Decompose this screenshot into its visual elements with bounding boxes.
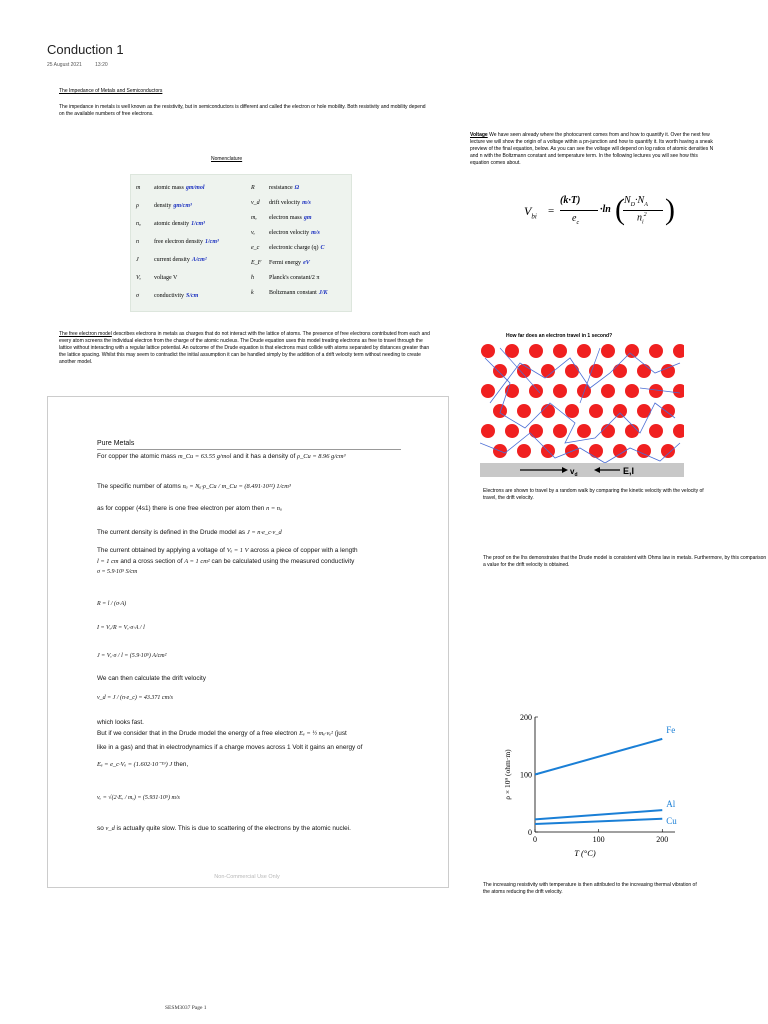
- vbi-equation: $V_{bi}$ = (k·T) $e_c$ ·ln ( $N_D\cdot N_A$ $n_i^2$ ): [524, 193, 675, 226]
- conductivity-eq: σ = 5.9·10⁵ S/cm: [97, 569, 138, 575]
- lattice-atom: [517, 444, 531, 458]
- proof-text: The proof on the lhs demonstrates that the Drude model is consistent with Ohms law in metals. Furthermore, by this comparison a value for the drift velocity is obtained.: [483, 555, 767, 568]
- nomenclature-unit: A/cm²: [191, 257, 207, 263]
- nomenclature-name: resistance: [269, 185, 293, 191]
- nomenclature-symbol: J: [136, 257, 139, 263]
- nomenclature-symbol: n: [136, 239, 139, 245]
- free-electron-paragraph: [59, 331, 434, 366]
- lattice-atom: [529, 424, 543, 438]
- lattice-atom: [565, 364, 579, 378]
- lattice-atom: [517, 404, 531, 418]
- lattice-atom: [589, 404, 603, 418]
- lattice-atom: [553, 384, 567, 398]
- lattice-diagram: [480, 343, 684, 479]
- vd-label: $v_d$: [570, 467, 578, 478]
- voltage-paragraph: [470, 132, 715, 167]
- nomenclature-symbol: nₐ: [136, 221, 141, 227]
- nomenclature-name: atomic mass: [154, 185, 184, 191]
- nomenclature-name: atomic density: [154, 221, 190, 227]
- nomenclature-name: free electron density: [154, 239, 203, 245]
- caption-resistivity: The increasing resistivity with temperature is then attributed to the increasing thermal vibration of the atoms reducing the drift velocity.: [483, 882, 697, 895]
- watermark: Non-Commercial Use Only: [214, 874, 280, 880]
- nomenclature-symbol: ħ: [251, 275, 254, 281]
- lattice-atom: [481, 344, 495, 358]
- nomenclature-left-row: [136, 257, 207, 263]
- nomenclature-right-row: [251, 245, 325, 251]
- nomenclature-right-row: [251, 200, 311, 206]
- cross-section-line: l = 1 cm and a cross section of A = 1 cm² can be calculated using the measured conductivity: [97, 558, 355, 565]
- nomenclature-symbol: R: [251, 185, 255, 191]
- pure-metals-box: [47, 396, 449, 888]
- free-electron-line: as for copper (4s1) there is one free electron per atom then n = nₐ: [97, 505, 282, 512]
- series-line-cu: [535, 819, 662, 824]
- nomenclature-unit: 1/cm³: [191, 221, 205, 227]
- x-tick-label: 0: [533, 835, 537, 844]
- lattice-atom: [529, 384, 543, 398]
- nomenclature-symbol: e_c: [251, 245, 260, 251]
- vbi-equals: =: [548, 205, 555, 217]
- lattice-atom: [649, 384, 663, 398]
- lattice-atom: [601, 384, 615, 398]
- nomenclature-unit: gm/cm³: [173, 203, 192, 209]
- x-tick-label: 100: [592, 835, 605, 844]
- page-title: Conduction 1: [47, 42, 124, 57]
- nomenclature-unit: C: [320, 245, 325, 251]
- vbi-ln: ·ln: [600, 204, 611, 215]
- vbi-ratio-den: $n_i^2$: [637, 212, 647, 226]
- drift-velocity-line: We can then calculate the drift velocity: [97, 675, 206, 682]
- lattice-atom: [589, 364, 603, 378]
- nomenclature-name: current density: [154, 257, 190, 263]
- nomenclature-left-row: [136, 221, 205, 227]
- y-axis-label: ρ × 10⁹ (ohm·m): [503, 749, 512, 800]
- current-eq: I = Vₑ/R = Vₑ·σ·A / l: [97, 625, 145, 631]
- nomenclature-right-row: [251, 290, 328, 296]
- lattice-atom: [589, 444, 603, 458]
- lattice-atom: [601, 344, 615, 358]
- lattice-atom: [649, 344, 663, 358]
- nomenclature-name: Planck's constant/2 π: [269, 275, 320, 281]
- time-text: 13:20: [95, 62, 108, 68]
- nomenclature-name: drift velocity: [269, 200, 301, 206]
- lattice-atom: [529, 344, 543, 358]
- lattice-atom: [553, 424, 567, 438]
- series-line-fe: [535, 739, 662, 775]
- current-density-eq: J = Vₑ·σ / l = (5.9·10⁵) A/cm²: [97, 653, 167, 659]
- nomenclature-unit: J/K: [318, 290, 328, 296]
- nomenclature-unit: 1/cm³: [204, 239, 219, 245]
- nomenclature-right-row: [251, 185, 299, 191]
- nomenclature-unit: S/cm: [186, 293, 199, 299]
- lattice-atom: [625, 384, 639, 398]
- lattice-atom: [661, 404, 675, 418]
- nomenclature-name: Fermi energy: [269, 260, 302, 266]
- nomenclature-left-row: [136, 185, 205, 191]
- vbi-lhs: $V_{bi}$: [524, 204, 537, 221]
- lattice-atom: [493, 364, 507, 378]
- vbi-num: (k·T): [560, 195, 581, 206]
- atom-number-line: The specific number of atoms nₐ = Nₐ·ρ_Cu / m_Cu = (8.491·10²²) 1/cm³: [97, 483, 291, 490]
- nomenclature-right-row: [251, 260, 310, 266]
- x-axis-label: T (°C): [574, 848, 596, 858]
- nomenclature-symbol: Vₑ: [136, 275, 142, 281]
- nomenclature-name: electronic charge (q): [269, 245, 319, 251]
- lattice-atom: [517, 364, 531, 378]
- voltage-line: The current obtained by applying a voltage of Vₑ = 1 V across a piece of copper with a length: [97, 547, 358, 554]
- lattice-atom: [661, 444, 675, 458]
- voltage-text: We have seen already where the photocurrent comes from and how to quantify it. Over the next few lecture we will show the origin of a voltage within a pn-junction and how to quantify it. Its worth having a sneak preview of the final equation, below. As you can see the voltage will depend on log ratios of atomic densities N and n with the Boltzmann constant and temperature term. In the following lectures you will see how this equation comes about.: [470, 132, 714, 166]
- nomenclature-symbol: ρ: [136, 203, 139, 209]
- series-label-al: Al: [666, 799, 676, 810]
- nomenclature-right-row: [251, 275, 321, 281]
- nomenclature-left-row: [136, 275, 179, 281]
- y-tick-label: 200: [520, 713, 532, 722]
- free-electron-label: The free electron model: [59, 331, 112, 337]
- lattice-atom: [553, 344, 567, 358]
- series-label-fe: Fe: [666, 724, 676, 735]
- vbi-ratio-num: $N_D\cdot N_A$: [624, 195, 648, 208]
- nomenclature-right-row: [251, 215, 312, 221]
- lattice-atom: [637, 364, 651, 378]
- lattice-atom: [577, 344, 591, 358]
- intro-text: The impedance in metals is well known as the resistivity, but in semiconductors is different and called the electron or hole mobility. Both resistivity and mobility depend on the available numbers of free electrons.: [59, 104, 426, 117]
- drift-velocity-eq: v_d = J / (n·e_c) = 43.371 cm/s: [97, 695, 173, 701]
- ei-label: E,I: [623, 466, 635, 476]
- resistivity-chart: [500, 702, 710, 867]
- electrodynamics-line: like in a gas) and that in electrodynamics if a charge moves across 1 Volt it gains an energy of: [97, 744, 363, 751]
- series-line-al: [535, 810, 662, 819]
- nomenclature-name: conductivity: [154, 293, 184, 299]
- how-far-heading: How far does an electron travel in 1 second?: [506, 333, 613, 339]
- resistance-eq: R = l / (σ·A): [97, 601, 127, 607]
- lattice-atom: [613, 404, 627, 418]
- pure-metals-heading: Pure Metals: [97, 440, 135, 447]
- nomenclature-name: density: [154, 203, 172, 209]
- looks-fast-line: which looks fast.: [97, 719, 144, 726]
- current-density-line: The current density is defined in the Drude model as J = n·e_c·v_d: [97, 529, 282, 536]
- y-tick-label: 100: [520, 770, 532, 780]
- energy-eq-line: Eₑ = e_c·Vₑ = (1.602·10⁻¹⁹) J then,: [97, 761, 189, 768]
- x-tick-label: 200: [656, 835, 669, 844]
- page-footer: SESM3037 Page 1: [165, 1005, 207, 1011]
- lattice-atom: [541, 404, 555, 418]
- nomenclature-symbol: vₑ: [251, 230, 256, 236]
- electron-velocity-eq: vₑ = √(2·Eₑ / mₑ) = (5.931·10⁵) m/s: [97, 795, 180, 801]
- nomenclature-unit: m/s: [311, 230, 320, 236]
- nomenclature-name: Boltzmann constant: [269, 290, 317, 296]
- field-bar: [480, 463, 684, 477]
- date-text: 25 August 2021: [47, 62, 82, 68]
- nomenclature-table: [130, 174, 352, 312]
- caption-random-walk: Electrons are shown to travel by a random walk by comparing the kinetic velocity with the velocity of travel, the drift velocity.: [483, 488, 704, 501]
- nomenclature-symbol: v_d: [251, 200, 260, 206]
- intro-heading: The Impedance of Metals and Semiconductors: [59, 88, 163, 94]
- lattice-atom: [505, 424, 519, 438]
- energy-line: But if we consider that in the Drude model the energy of a free electron Eₑ = ½ mₑ·vₑ² (just: [97, 730, 347, 737]
- nomenclature-right-row: [251, 230, 320, 236]
- lattice-atom: [601, 424, 615, 438]
- lattice-atom: [481, 384, 495, 398]
- page-date: [47, 62, 120, 68]
- nomenclature-symbol: E_F: [251, 260, 262, 266]
- nomenclature-symbol: k: [251, 290, 254, 296]
- series-label-cu: Cu: [666, 815, 677, 826]
- lattice-atom: [613, 364, 627, 378]
- nomenclature-unit: gm/mol: [185, 185, 205, 191]
- nomenclature-name: voltage V: [154, 275, 178, 281]
- lattice-atom: [481, 424, 495, 438]
- y-tick-label: 0: [528, 828, 532, 837]
- nomenclature-symbol: m: [136, 185, 141, 191]
- lattice-atom: [565, 404, 579, 418]
- nomenclature-unit: gm: [303, 215, 312, 221]
- nomenclature-symbol: σ: [136, 293, 139, 299]
- voltage-label: Voltage: [470, 132, 488, 138]
- lattice-atom: [577, 424, 591, 438]
- copper-mass-line: For copper the atomic mass m_Cu = 63.55 g/mol and it has a density of ρ_Cu = 8.96 g/cm³: [97, 453, 346, 460]
- nomenclature-unit: eV: [303, 260, 310, 266]
- nomenclature-left-row: [136, 293, 198, 299]
- free-electron-text: describes electrons in metals as charges that do not interact with the lattice of atoms. The presence of free electrons contributed from each and every atom screens the individual electron from the charge of the atomic nucleus. The Drude equation uses this model treating electrons as free to travel through the lattice without interacting with a regular lattice potential. An outcome of the Drude equation is that electrons must collide with atoms separated by distances greater than the lattice spacing. Whilst this may seem to contradict the initial assumption it can be handled simply by the addition of a drift velocity term without needing to create another model.: [59, 331, 430, 365]
- nomenclature-name: electron mass: [269, 215, 302, 221]
- lattice-atom: [649, 424, 663, 438]
- nomenclature-name: electron velocity: [269, 230, 310, 236]
- lattice-atom: [625, 424, 639, 438]
- nomenclature-unit: m/s: [302, 200, 311, 206]
- nomenclature-symbol: mₑ: [251, 215, 257, 221]
- nomenclature-heading: Nomenclature: [211, 156, 243, 162]
- slow-line: so v_d is actually quite slow. This is due to scattering of the electrons by the atomic nuclei.: [97, 825, 351, 832]
- nomenclature-unit: Ω: [294, 185, 300, 191]
- vbi-den: $e_c$: [572, 213, 580, 226]
- nomenclature-left-row: [136, 239, 219, 245]
- nomenclature-left-row: [136, 203, 192, 209]
